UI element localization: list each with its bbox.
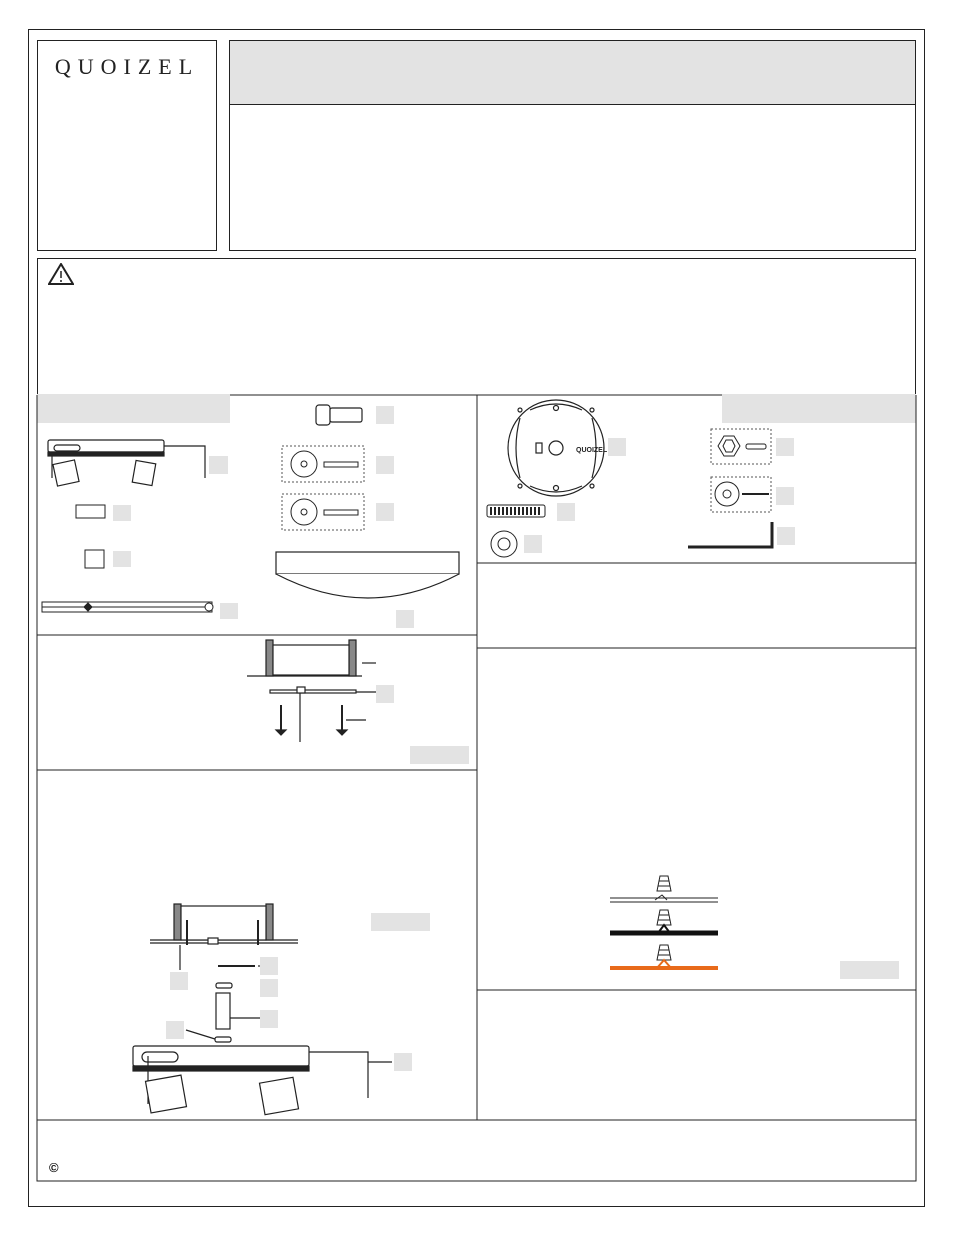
brand-logo: QUOIZEL [54,54,200,79]
fixture-part [48,440,205,486]
plate-brand-text: QUOIZEL [576,447,608,454]
wiring-diagram [610,876,718,968]
copyright-icon: © [49,1160,59,1175]
